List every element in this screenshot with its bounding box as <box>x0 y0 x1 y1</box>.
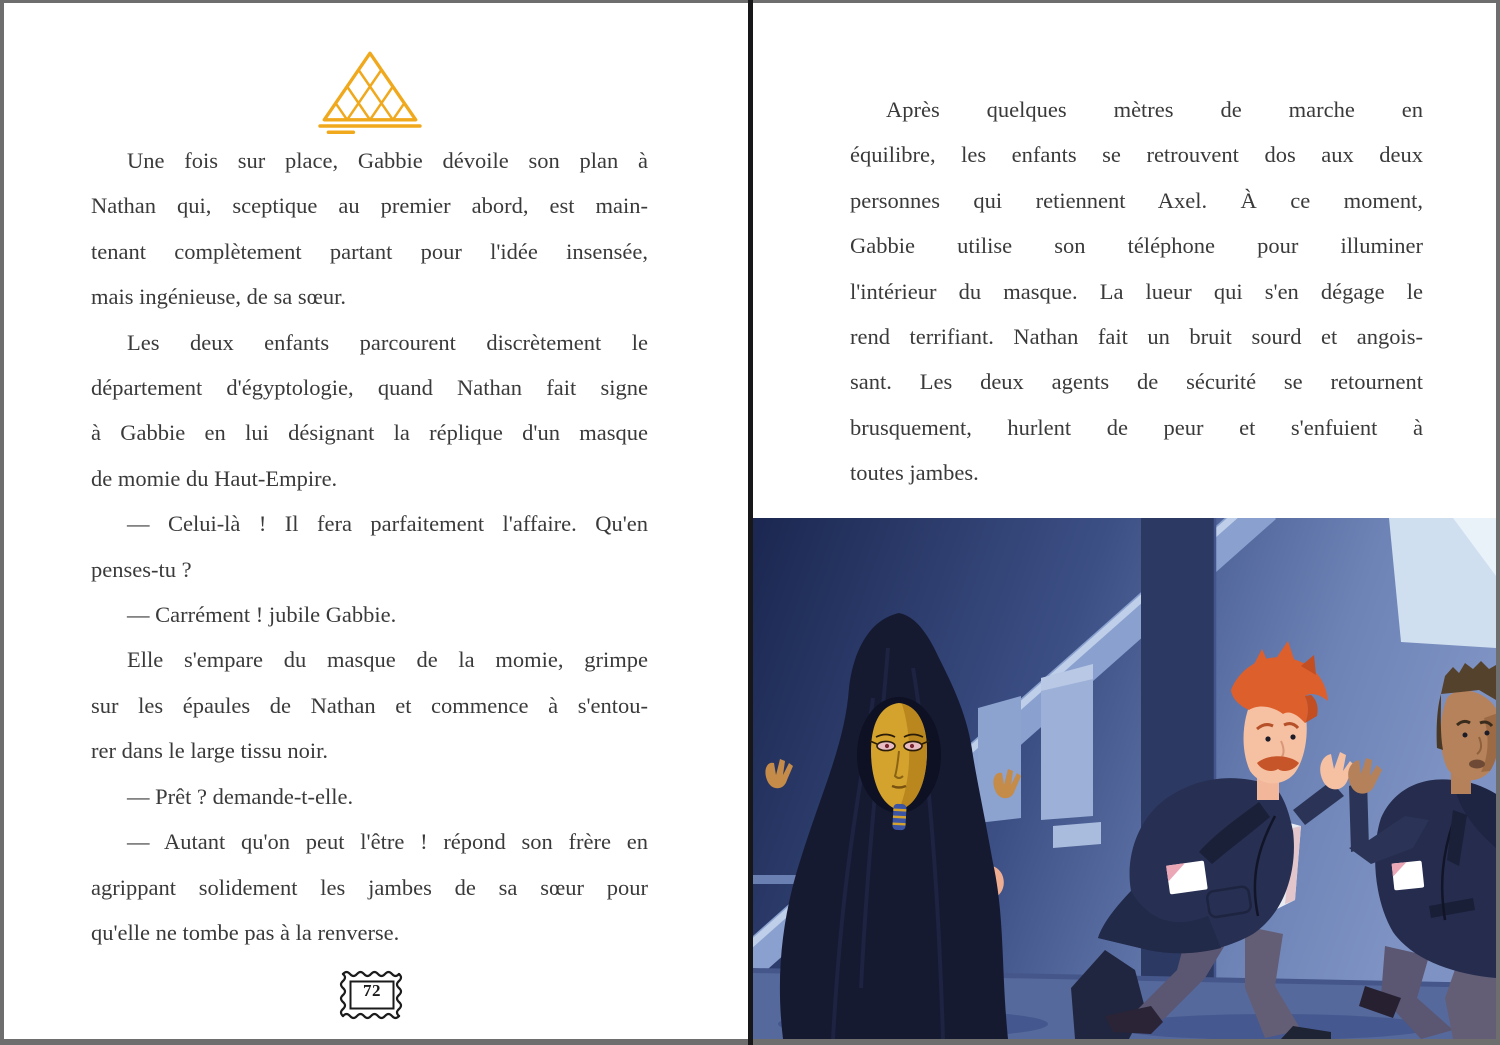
text-line: tenant complètement partant pour l'idée insensée, <box>91 238 648 264</box>
paragraph <box>91 774 648 819</box>
text-line: Nathan qui, sceptique au premier abord, est main- <box>91 193 648 219</box>
text-line: qu'elle ne tombe pas à la renverse. <box>91 919 400 945</box>
paragraph <box>850 87 1423 496</box>
text-line: — Celui-là ! Il fera parfaitement l'affaire. Qu'en <box>127 511 648 537</box>
text-line: à Gabbie en lui désignant la réplique d'un masque <box>91 420 648 446</box>
page-number: 72 <box>363 981 381 1000</box>
text-line: sur les épaules de Nathan et commence à s'entou- <box>91 692 648 718</box>
louvre-pyramid-icon <box>318 47 422 139</box>
page-divider <box>748 0 753 1045</box>
text-line: — Carrément ! jubile Gabbie. <box>127 602 397 628</box>
story-text-left <box>91 138 648 955</box>
paragraph <box>91 637 648 773</box>
text-line: Gabbie utilise son téléphone pour illuminer <box>850 233 1423 259</box>
text-line: Après quelques mètres de marche en <box>886 97 1423 122</box>
text-line: rer dans le large tissu noir. <box>91 738 329 764</box>
paragraph <box>91 592 648 637</box>
scene-illustration <box>753 518 1496 1039</box>
text-line: mais ingénieuse, de sa sœur. <box>91 284 346 310</box>
story-text-right <box>850 87 1423 496</box>
text-line: personnes qui retiennent Axel. À ce moment, <box>850 187 1423 213</box>
paragraph <box>91 138 648 320</box>
text-line: — Autant qu'on peut l'être ! répond son frère en <box>127 829 648 855</box>
left-page <box>4 3 748 1039</box>
paragraph <box>91 819 648 955</box>
text-line: équilibre, les enfants se retrouvent dos aux deux <box>850 142 1423 168</box>
text-line: toutes jambes. <box>850 460 979 486</box>
text-line: de momie du Haut-Empire. <box>91 465 338 491</box>
text-line: département d'égyptologie, quand Nathan fait signe <box>91 375 648 401</box>
text-line: rend terrifiant. Nathan fait un bruit sourd et angois- <box>850 324 1423 350</box>
text-line: Les deux enfants parcourent discrètement le <box>127 329 648 355</box>
text-line: — Prêt ? demande-t-elle. <box>127 783 354 809</box>
text-line: l'intérieur du masque. La lueur qui s'en dégage le <box>850 278 1423 304</box>
paragraph <box>91 320 648 502</box>
text-line: sant. Les deux agents de sécurité se retournent <box>850 369 1423 395</box>
text-line: Une fois sur place, Gabbie dévoile son plan à <box>127 148 648 173</box>
right-page <box>753 3 1496 1039</box>
paragraph <box>91 501 648 592</box>
window-panel <box>1389 518 1496 648</box>
text-line: agrippant solidement les jambes de sa sœur pour <box>91 874 648 900</box>
page-number-stamp <box>338 967 406 1023</box>
text-line: brusquement, hurlent de peur et s'enfuient à <box>850 414 1423 440</box>
text-line: penses-tu ? <box>91 556 192 582</box>
text-line: Elle s'empare du masque de la momie, grimpe <box>127 647 648 673</box>
